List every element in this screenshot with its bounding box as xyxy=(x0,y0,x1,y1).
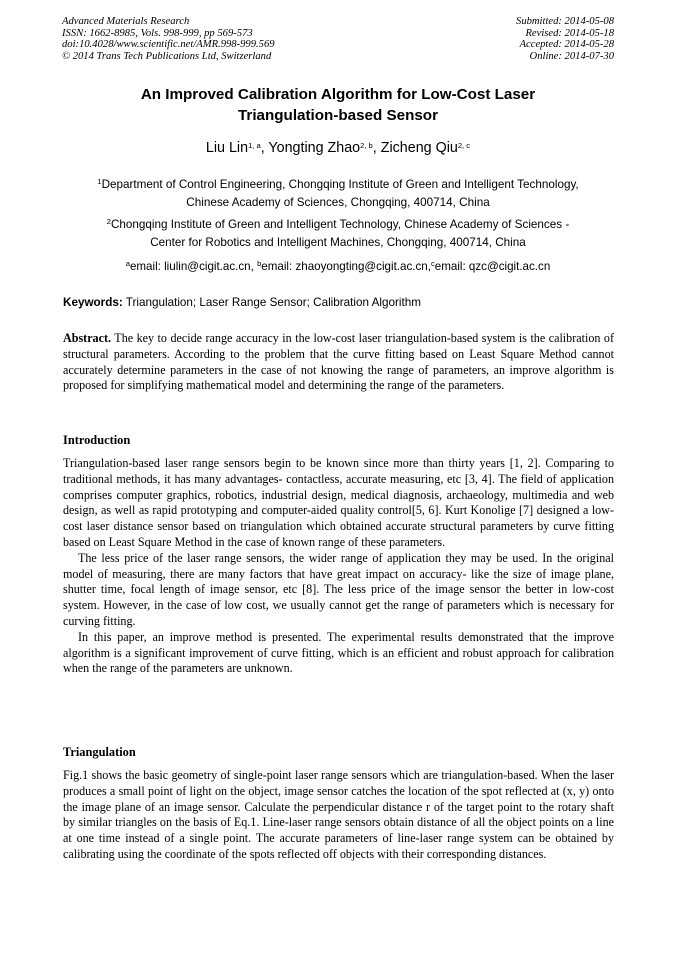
abstract xyxy=(63,331,614,394)
doi: doi:10.4028/www.scientific.net/AMR.998-999.569 xyxy=(62,39,275,51)
issn: ISSN: 1662-8985, Vols. 998-999, pp 569-573 xyxy=(62,27,253,39)
paragraph: In this paper, an improve method is presented. The experimental results demonstrated that the improve algorithm is a significant improvement of curve fitting, which is an efficient and robust approach for calibration when the range of the parameters are unknown. xyxy=(63,629,614,676)
triangulation-body xyxy=(63,768,614,863)
author-list: Liu Lin$^{1, a}$, Yongting Zhao$^{2, b}$, Zicheng Qiu$^{2, c}$ xyxy=(205,140,471,156)
section-heading-triangulation: Triangulation xyxy=(63,745,136,759)
section-heading-introduction: Introduction xyxy=(63,433,131,447)
journal-name: Advanced Materials Research xyxy=(62,16,190,27)
abstract-label: Abstract. xyxy=(63,331,112,345)
introduction-body xyxy=(63,456,614,677)
title-line-2: Triangulation-based Sensor xyxy=(237,107,438,124)
revised-date: Revised: 2014-05-18 xyxy=(525,27,614,39)
author-sup: 1, a xyxy=(248,141,261,150)
email-sup: b xyxy=(257,259,262,268)
affiliation-sup: 1 xyxy=(97,177,102,186)
author-name: Yongting Zhao xyxy=(268,140,361,156)
author-name: Liu Lin xyxy=(205,140,249,156)
paragraph: Triangulation-based laser range sensors begin to be known since more than thirty years [1, 2]. Comparing to traditional methods, it has many advantages- contactless, accurate measuring, etc [3, 4]. The field of application comprises computer graphics, robotics, industrial design, medical diagnosis, archaeology, multimedia and web design, as well as rapid prototyping and computer-aided quality control[5, 6]. Kurt Konolige [7] designed a low-cost laser distance sensor based on triangulation which obtained accurate structural parameters by curve fitting based on Least Square Method in the case of known range of these parameters. xyxy=(63,456,614,549)
dates-info xyxy=(516,16,614,62)
author-sup: 2, c xyxy=(457,141,471,150)
affiliation-line: Chinese Academy of Sciences, Chongqing, 400714, China xyxy=(186,196,490,209)
affiliation-1 xyxy=(62,176,614,212)
email-address[interactable]: email: qzc@cigit.ac.cn xyxy=(434,260,551,273)
affiliation-sup: 2 xyxy=(106,217,111,226)
submitted-date: Submitted: 2014-05-08 xyxy=(516,16,614,27)
keywords xyxy=(63,295,421,311)
copyright: © 2014 Trans Tech Publications Ltd, Switzerland xyxy=(62,50,272,62)
email-address[interactable]: email: liulin@cigit.ac.cn, xyxy=(129,260,258,273)
affiliation-line: Chongqing Institute of Green and Intelligent Technology, Chinese Academy of Sciences - xyxy=(110,218,570,231)
paragraph: Fig.1 shows the basic geometry of single-point laser range sensors which are triangulation-based. When the laser produces a small point of light on the object, image sensor catches the location of the spot reflected at (x, y) onto the image plane of an image sensor. Calculate the perpendicular distance r of the target point to the rotary shaft by similar triangles on the basis of Eq.1. Line-laser range sensors obtain distance of all the object points on a line at one time instead of a single point. The accurate parameters of line-laser range system can be obtained by calibrating using the coordinate of the spots reflected off objects with their corresponding distances. xyxy=(63,768,614,861)
paper-title xyxy=(62,84,614,126)
keywords-label: Keywords: xyxy=(63,296,123,309)
paragraph: The less price of the laser range sensors, the wider range of application they may be used. In the original model of measuring, there are many factors that have great impact on accuracy- like the size of image plane, shutter time, focal length of image sensor, etc [8]. The less price of the image sensor the better in low-cost system. However, in the case of low cost, we usually cannot get the range of parameters which is necessary for curving fitting. xyxy=(63,550,614,628)
affiliation-2 xyxy=(62,216,614,252)
email-sup: c xyxy=(430,259,435,268)
email-sup: a xyxy=(125,259,130,268)
affiliation-line: Center for Robotics and Intelligent Machines, Chongqing, 400714, China xyxy=(150,236,526,249)
journal-info xyxy=(62,16,275,62)
abstract-text: The key to decide range accuracy in the low-cost laser triangulation-based system is the calibration of structural parameters. According to the problem that the curve fitting based on Least Square Method cannot accurately determine parameters in the case of not knowing the range of parameters, an improve algorithm is proposed for simplifying mathematical model and determining the range of the parameters. xyxy=(63,331,614,393)
affiliation-line: Department of Control Engineering, Chongqing Institute of Green and Intelligent Technology, xyxy=(101,178,579,191)
keywords-text: Triangulation; Laser Range Sensor; Calibration Algorithm xyxy=(122,296,421,309)
author-name: Zicheng Qiu xyxy=(380,140,458,156)
author-sup: 2, b xyxy=(360,141,373,150)
online-date: Online: 2014-07-30 xyxy=(529,50,614,62)
email-address[interactable]: email: zhaoyongting@cigit.ac.cn, xyxy=(261,260,431,273)
title-line-1: An Improved Calibration Algorithm for Low-Cost Laser xyxy=(140,86,536,103)
email-list xyxy=(62,259,614,275)
accepted-date: Accepted: 2014-05-28 xyxy=(519,39,614,51)
